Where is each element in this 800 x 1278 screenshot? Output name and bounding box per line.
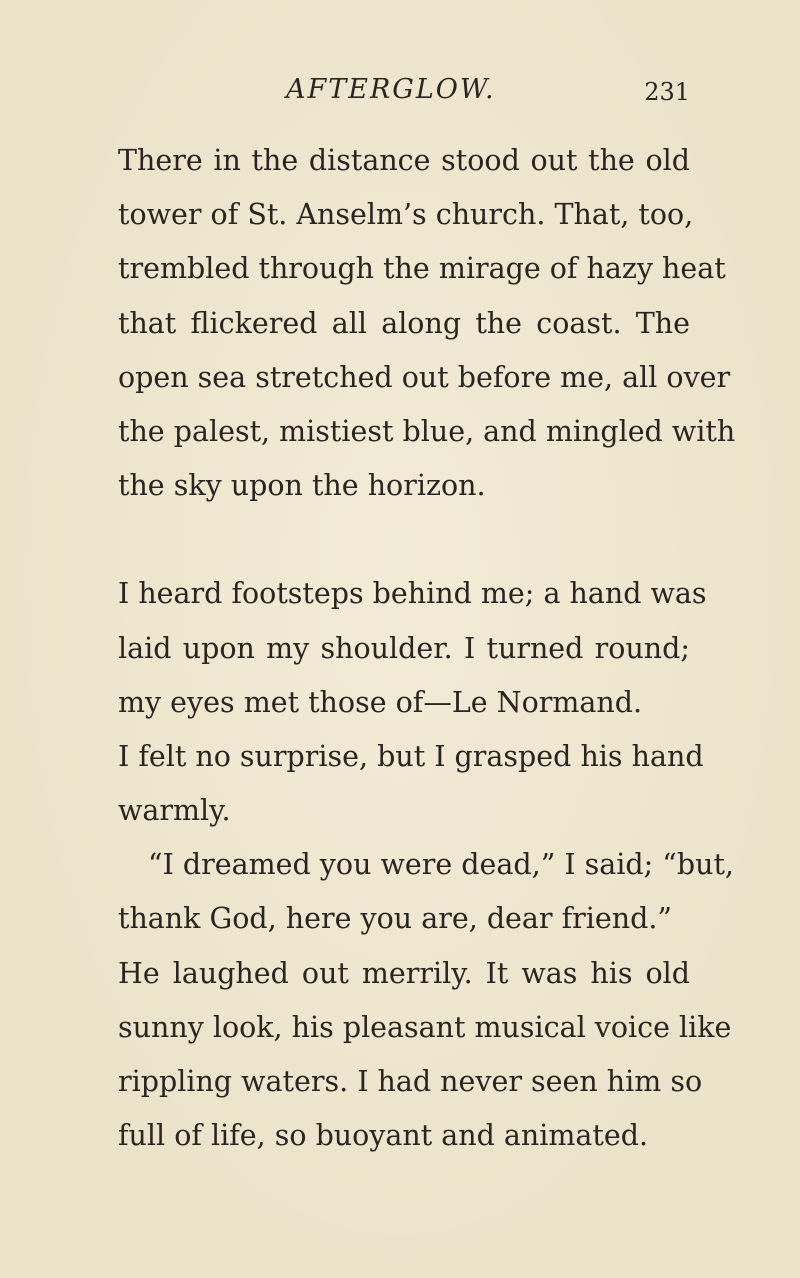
paragraph-4 [118,838,734,946]
text-line: my eyes met those of—Le Normand. [118,685,643,719]
paragraph-1 [118,134,736,513]
paragraph-gap [118,513,690,567]
page-number: 231 [644,78,690,106]
text-line: tower of St. Anselm’s church. That, too, [118,198,694,232]
text-line: that flickered all along the coast. The [118,306,690,340]
running-title: AFTERGLOW. [286,74,496,105]
paragraph-5 [118,947,732,1164]
text-line: warmly. [118,794,231,828]
text-line: the palest, mistiest blue, and mingled with [118,414,736,448]
text-line: full of life, so buoyant and animated. [118,1119,649,1153]
paragraph-3 [118,730,704,838]
text-line: thank God, here you are, dear friend.” [118,902,672,936]
body-text [118,134,736,1163]
text-line: the sky upon the horizon. [118,469,486,503]
paragraph-2 [118,567,707,730]
text-line: I felt no surprise, but I grasped his hand [118,739,704,773]
running-head [118,70,690,110]
text-line: laid upon my shoulder. I turned round; [118,631,690,665]
text-line: I heard footsteps behind me; a hand was [118,577,707,611]
text-line: open sea stretched out before me, all over [118,360,731,394]
text-line: There in the distance stood out the old [118,144,690,177]
text-line: trembled through the mirage of hazy heat [118,252,726,286]
text-line: sunny look, his pleasant musical voice like [118,1010,732,1044]
text-line: He laughed out merrily. It was his old [118,956,690,990]
text-line: rippling waters. I had never seen him so [118,1065,703,1098]
text-line: “I dreamed you were dead,” I said; “but, [148,848,734,882]
